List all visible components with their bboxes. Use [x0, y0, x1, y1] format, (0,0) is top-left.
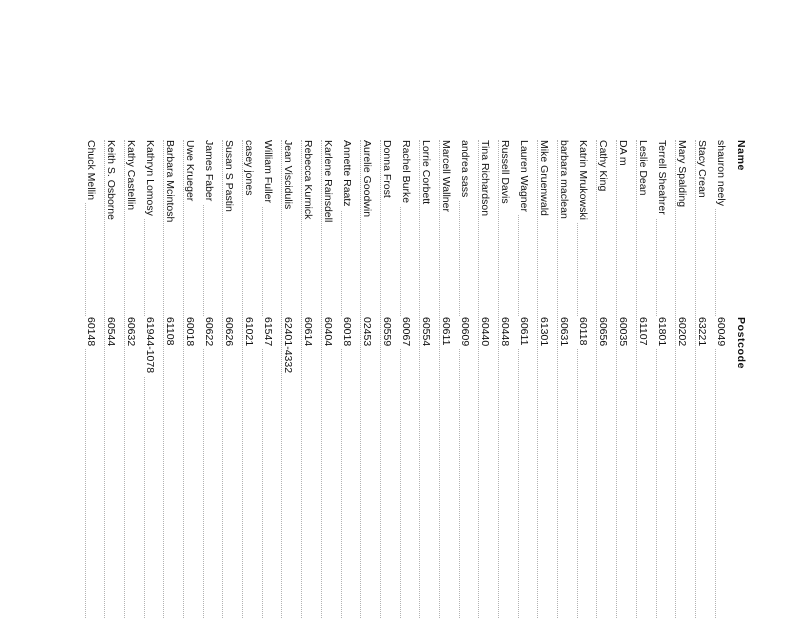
table-row — [514, 140, 534, 618]
name-cell: Uwe Krueger — [179, 140, 199, 317]
table-row — [199, 140, 219, 618]
name-cell: Annette Raatz — [337, 140, 357, 317]
postcode-cell: 61547 — [258, 317, 278, 437]
name-cell: Leslie Dean — [632, 140, 652, 317]
table-row — [376, 140, 396, 618]
name-cell: Aurelie Goodwin — [356, 140, 376, 317]
table-row — [573, 140, 593, 618]
name-cell: Karlene Rainsdell — [317, 140, 337, 317]
table-row — [159, 140, 179, 618]
table-row — [474, 140, 494, 618]
table-row — [317, 140, 337, 618]
postcode-cell: 02453 — [356, 317, 376, 437]
postcode-cell: 60632 — [120, 317, 140, 437]
table-header-row — [730, 140, 750, 618]
table-row — [238, 140, 258, 618]
name-cell: Lauren Wagner — [514, 140, 534, 317]
postcode-cell: 60614 — [297, 317, 317, 437]
name-cell: Marcell Wallner — [435, 140, 455, 317]
name-cell: barbara maclean — [553, 140, 573, 317]
postcode-cell: 61108 — [159, 317, 179, 437]
postcode-cell: 60609 — [455, 317, 475, 437]
table-row — [691, 140, 711, 618]
postcode-cell: 60118 — [573, 317, 593, 437]
postcode-cell: 60448 — [494, 317, 514, 437]
table-row — [612, 140, 632, 618]
table-row — [553, 140, 573, 618]
name-cell: Barbara Mcintosh — [159, 140, 179, 317]
name-cell: Russell Davis — [494, 140, 514, 317]
table-row — [396, 140, 416, 618]
postcode-cell: 61801 — [652, 317, 672, 437]
name-cell: Kathy Castellin — [120, 140, 140, 317]
name-cell: Tina Richardson — [474, 140, 494, 317]
postcode-column-header: Postcode — [730, 317, 750, 437]
postcode-cell: 60035 — [612, 317, 632, 437]
table-row — [435, 140, 455, 618]
postcode-cell: 60611 — [435, 317, 455, 437]
postcode-cell: 60067 — [396, 317, 416, 437]
table-row — [218, 140, 238, 618]
table-row — [711, 140, 731, 618]
postcode-cell: 60622 — [199, 317, 219, 437]
postcode-cell: 60440 — [474, 317, 494, 437]
postcode-cell: 60018 — [179, 317, 199, 437]
postcode-cell: 61107 — [632, 317, 652, 437]
name-cell: James Faber — [199, 140, 219, 317]
name-cell: William Fuller — [258, 140, 278, 317]
postcode-cell: 60559 — [376, 317, 396, 437]
table-row — [337, 140, 357, 618]
postcode-cell: 63221 — [691, 317, 711, 437]
table-body — [81, 140, 731, 618]
postcode-cell: 60148 — [81, 317, 101, 437]
postcode-cell: 60202 — [671, 317, 691, 437]
table-row — [140, 140, 160, 618]
postcode-cell: 60544 — [100, 317, 120, 437]
name-cell: Mary Spalding — [671, 140, 691, 317]
table-row — [671, 140, 691, 618]
table-row — [356, 140, 376, 618]
postcode-cell: 60049 — [711, 317, 731, 437]
name-cell: DA m — [612, 140, 632, 317]
table-row — [415, 140, 435, 618]
table-row — [533, 140, 553, 618]
table-row — [494, 140, 514, 618]
name-cell: Rachel Burke — [396, 140, 416, 317]
table-row — [297, 140, 317, 618]
name-cell: Jean Viscidulis — [277, 140, 297, 317]
name-cell: Keith S. Osborne — [100, 140, 120, 317]
table-row — [652, 140, 672, 618]
table-row — [179, 140, 199, 618]
name-cell: Donna Frost — [376, 140, 396, 317]
name-cell: Cathy King — [592, 140, 612, 317]
name-cell: Mike Gruenwald — [533, 140, 553, 317]
postcode-cell: 60018 — [337, 317, 357, 437]
name-cell: Kathryn Lomosy — [140, 140, 160, 317]
table-row — [278, 140, 298, 618]
table-row — [632, 140, 652, 618]
table-row — [81, 140, 101, 618]
postcode-cell: 61301 — [533, 317, 553, 437]
postcode-cell: 61944-1078 — [140, 317, 160, 437]
name-cell: casey jones — [238, 140, 258, 317]
postcode-cell: 62401-4332 — [277, 317, 297, 437]
postcode-cell: 60631 — [553, 317, 573, 437]
name-cell: Katrin Mrukowski — [573, 140, 593, 317]
postcode-cell: 60404 — [317, 317, 337, 437]
name-cell: Stacy Crean — [691, 140, 711, 317]
table-row — [593, 140, 613, 618]
name-cell: Susan S Pastin — [218, 140, 238, 317]
table-row — [258, 140, 278, 618]
rotated-scanned-page — [81, 140, 750, 618]
table-row — [455, 140, 475, 618]
postcode-cell: 60656 — [592, 317, 612, 437]
name-cell: andrea sass — [455, 140, 475, 317]
name-cell: shauron neely — [711, 140, 731, 317]
postcode-cell: 61021 — [238, 317, 258, 437]
postcode-cell: 60611 — [514, 317, 534, 437]
postcode-cell: 60626 — [218, 317, 238, 437]
name-cell: Terrell Sheahrer — [652, 140, 672, 317]
name-cell: Chuck Mellin — [81, 140, 101, 317]
table-row — [100, 140, 120, 618]
name-column-header: Name — [730, 140, 750, 317]
name-cell: Rebecca Kurnick — [297, 140, 317, 317]
table-row — [120, 140, 140, 618]
postcode-cell: 60554 — [415, 317, 435, 437]
name-cell: Lorrie Corbett — [415, 140, 435, 317]
